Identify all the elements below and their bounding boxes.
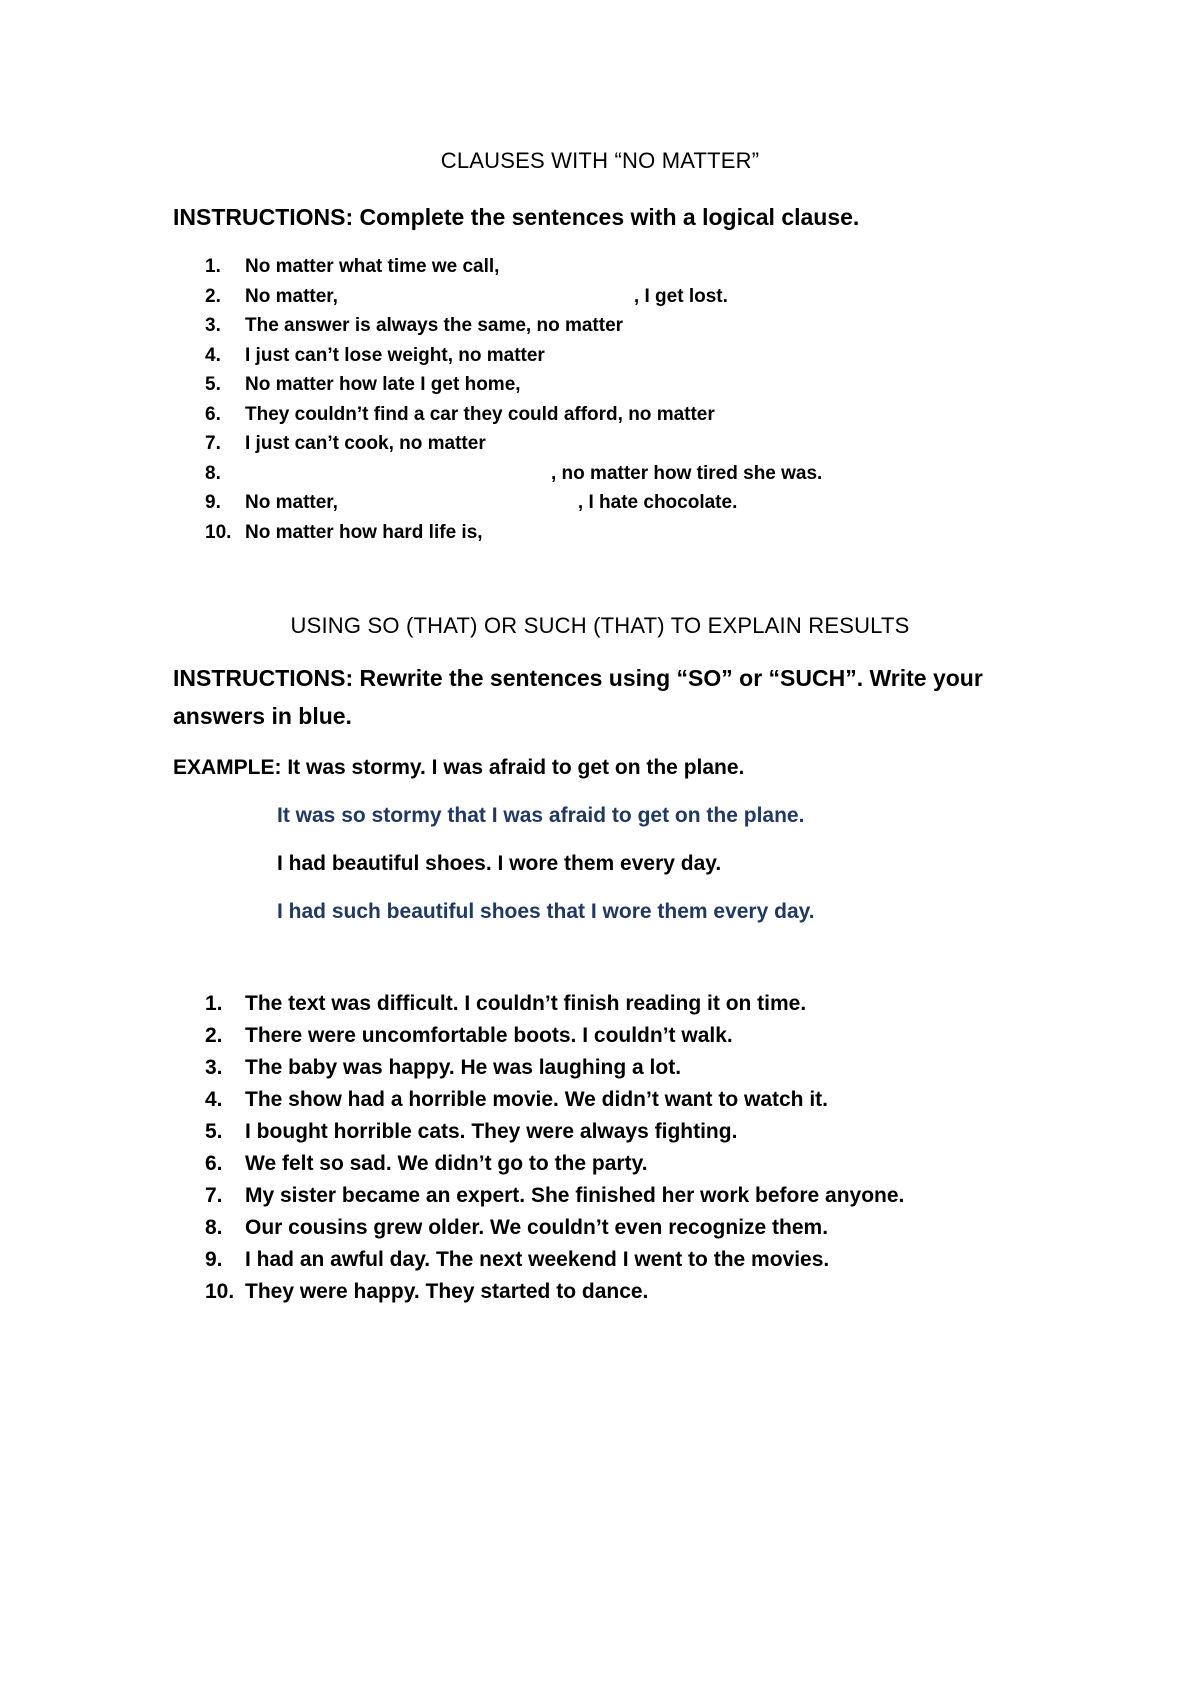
item-text-after: , no matter how tired she was. [551,462,823,484]
item-number: 3. [205,315,221,336]
item-text-before: No matter how late I get home, [245,374,521,395]
list-item [205,282,822,312]
item-text: Our cousins grew older. We couldn’t even recognize them. [245,1216,829,1239]
list-item [205,488,822,518]
list-item [205,1052,904,1084]
so-such-list [205,988,904,1308]
item-number: 4. [205,1088,223,1111]
list-item [205,311,822,341]
item-text: There were uncomfortable boots. I couldn’t walk. [245,1024,733,1047]
item-text-before: They couldn’t find a car they could afford, no matter [245,403,715,425]
item-text-before: I just can’t lose weight, no matter [245,344,545,366]
item-number: 10. [205,521,232,543]
list-item [205,459,822,489]
example-label: EXAMPLE: It was stormy. I was afraid to get on the plane. [173,756,745,779]
item-text-after: , I hate chocolate. [577,492,738,513]
no-matter-list [205,252,822,547]
example2-answer: I had such beautiful shoes that I wore them every day. [277,900,815,923]
item-number: 1. [205,992,223,1015]
item-number: 10. [205,1280,235,1303]
item-number: 5. [205,1120,223,1143]
list-item [205,1244,904,1276]
example-answer: It was so stormy that I was afraid to get on the plane. [277,804,805,827]
item-number: 9. [205,492,221,513]
list-item [205,1084,904,1116]
item-number: 7. [205,1184,223,1207]
list-item [205,341,822,371]
list-item [205,1116,904,1148]
list-item [205,429,822,459]
item-number: 1. [205,256,221,277]
item-text: The baby was happy. He was laughing a lot. [245,1056,682,1079]
item-text-before: No matter, [245,285,338,307]
item-text-after: , I get lost. [633,285,728,307]
item-text-before: No matter, [245,492,338,513]
item-text-before: No matter how hard life is, [245,521,483,543]
section1-instructions: INSTRUCTIONS: Complete the sentences with a logical clause. [173,204,860,230]
example2-sentence: I had beautiful shoes. I wore them every day. [277,852,722,875]
item-text-before: I just can’t cook, no matter [245,433,486,454]
item-number: 2. [205,285,221,307]
list-item [205,400,822,430]
list-item [205,988,904,1020]
item-number: 8. [205,462,221,484]
list-item [205,1148,904,1180]
item-text: The show had a horrible movie. We didn’t want to watch it. [245,1088,828,1111]
item-number: 2. [205,1024,223,1047]
item-number: 6. [205,403,221,425]
section2-title: USING SO (THAT) OR SUCH (THAT) TO EXPLAIN RESULTS [290,613,910,638]
item-number: 5. [205,374,221,395]
item-number: 3. [205,1056,223,1079]
list-item [205,1276,904,1308]
item-text: We felt so sad. We didn’t go to the party. [245,1152,648,1175]
item-text: The text was difficult. I couldn’t finish reading it on time. [245,992,807,1015]
item-number: 4. [205,344,221,366]
list-item [205,1180,904,1212]
item-text-before: The answer is always the same, no matter [245,315,624,336]
item-number: 6. [205,1152,223,1175]
list-item [205,1212,904,1244]
item-text-before: No matter what time we call, [245,256,500,277]
item-number: 9. [205,1248,223,1271]
item-number: 7. [205,433,221,454]
item-text: I bought horrible cats. They were always fighting. [245,1120,738,1143]
item-text: My sister became an expert. She finished her work before anyone. [245,1184,905,1207]
list-item [205,370,822,400]
section1-title: CLAUSES WITH “NO MATTER” [440,148,760,173]
item-text: They were happy. They started to dance. [245,1280,649,1303]
list-item [205,1020,904,1052]
item-number: 8. [205,1216,223,1239]
list-item [205,518,822,548]
list-item [205,252,822,282]
item-text: I had an awful day. The next weekend I went to the movies. [245,1248,830,1271]
section2-instructions: INSTRUCTIONS: Rewrite the sentences using “SO” or “SUCH”. Write your answers in blue. [173,665,983,729]
